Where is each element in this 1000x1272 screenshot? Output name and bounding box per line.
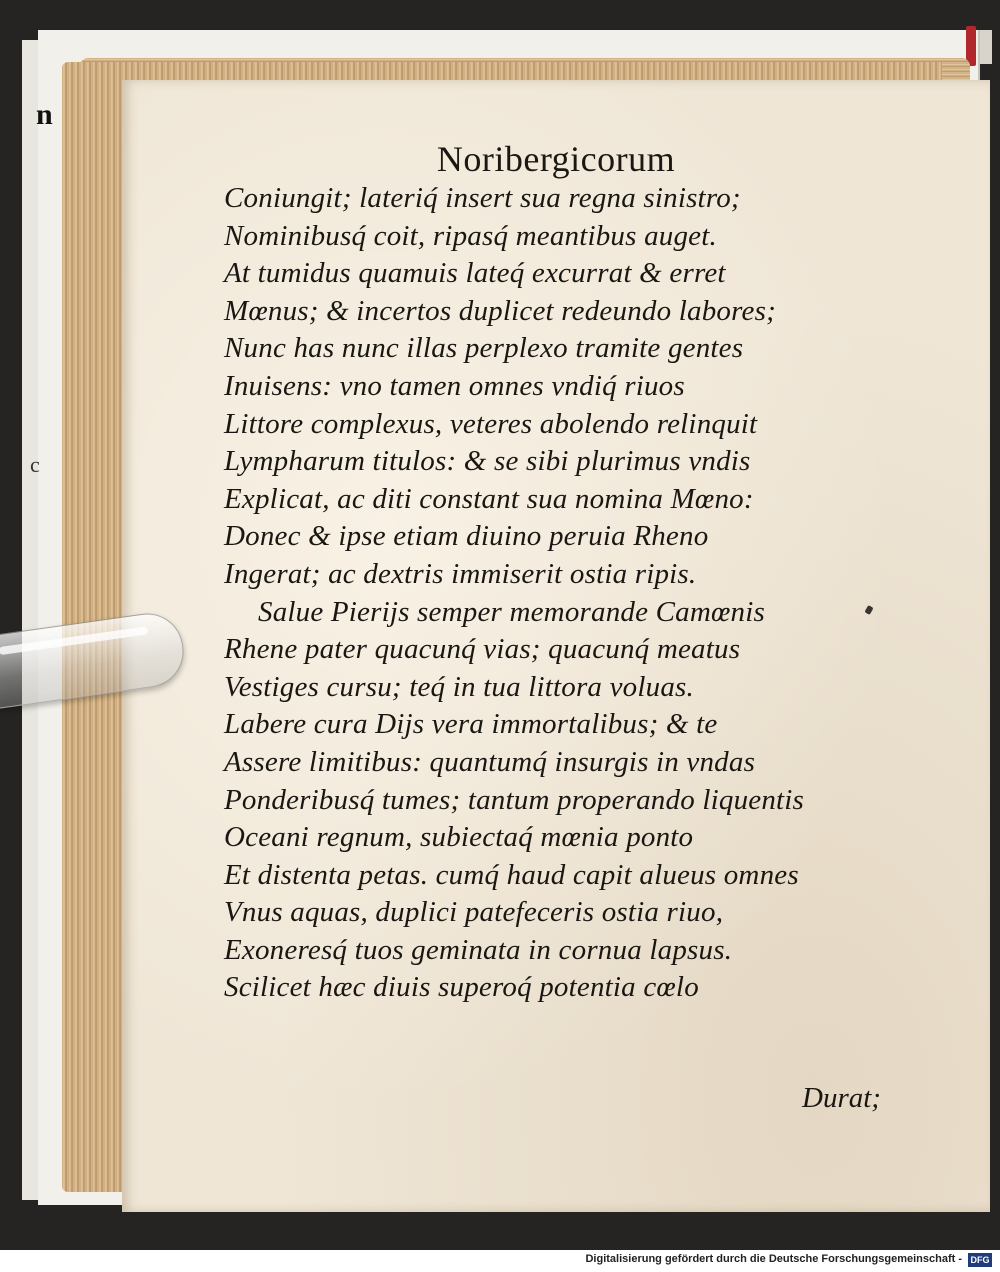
verse-line: Coniungit; lateriq́ insert sua regna sinistro; bbox=[224, 182, 741, 214]
verse-block bbox=[224, 180, 924, 1007]
verse-line: Lympharum titulos: & se sibi plurimus vndis bbox=[224, 445, 751, 478]
verse-line: Nominibusq́ coit, ripasq́ meantibus auget. bbox=[224, 219, 717, 252]
dfg-logo-icon: DFG bbox=[968, 1253, 992, 1267]
verse-line: Rhene pater quacunq́ vias; quacunq́ meatus bbox=[224, 633, 741, 666]
verse-line: Exoneresq́ tuos geminata in cornua lapsus. bbox=[224, 933, 733, 966]
verse-line: Vnus aquas, duplici patefeceris ostia riuo, bbox=[224, 896, 724, 929]
ribbon-shadow bbox=[980, 30, 992, 64]
verse-line: Explicat, ac diti constant sua nomina Mœno: bbox=[224, 482, 754, 515]
verse-line: Oceani regnum, subiectaq́ mœnia ponto bbox=[224, 821, 694, 854]
verse-line: Et distenta petas. cumq́ haud capit alueus omnes bbox=[224, 858, 799, 891]
verse-line: Assere limitibus: quantumq́ insurgis in vndas bbox=[224, 745, 756, 778]
verse-line: Ponderibusq́ tumes; tantum properando liquentis bbox=[224, 783, 805, 816]
verse-line: Inuisens: vno tamen omnes vndiq́ riuos bbox=[224, 369, 685, 402]
verse-line: Nunc has nunc illas perplexo tramite gentes bbox=[224, 332, 744, 365]
verse-line: Ingerat; ac dextris immiserit ostia ripis. bbox=[224, 557, 697, 590]
footer-credit: Digitalisierung gefördert durch die Deutsche Forschungsgemeinschaft - bbox=[585, 1253, 962, 1265]
verse-line: Labere cura Dijs vera immortalibus; & te bbox=[224, 708, 718, 741]
verse-line: Scilicet hæc diuis superoq́ potentia cœlo bbox=[224, 971, 699, 1004]
running-head: Noribergicorum bbox=[436, 139, 676, 179]
footer-bar bbox=[0, 1250, 1000, 1272]
edge-fragment-left: n bbox=[36, 98, 53, 131]
verse-line: Salue Pierijs semper memorande Camœnis bbox=[258, 595, 766, 628]
verse-line: Vestiges cursu; teq́ in tua littora voluas. bbox=[224, 670, 694, 703]
verse-line: Mœnus; & incertos duplicet redeundo labores; bbox=[224, 294, 776, 327]
verse-line: Donec & ipse etiam diuino peruia Rheno bbox=[224, 520, 709, 553]
verse-line: At tumidus quamuis lateq́ excurrat & erret bbox=[224, 257, 726, 290]
edge-fragment-left-2: c bbox=[30, 452, 40, 477]
catchword: Durat; bbox=[802, 1082, 881, 1114]
verse-line: Littore complexus, veteres abolendo relinquit bbox=[224, 407, 758, 440]
glass-shine bbox=[0, 626, 148, 655]
